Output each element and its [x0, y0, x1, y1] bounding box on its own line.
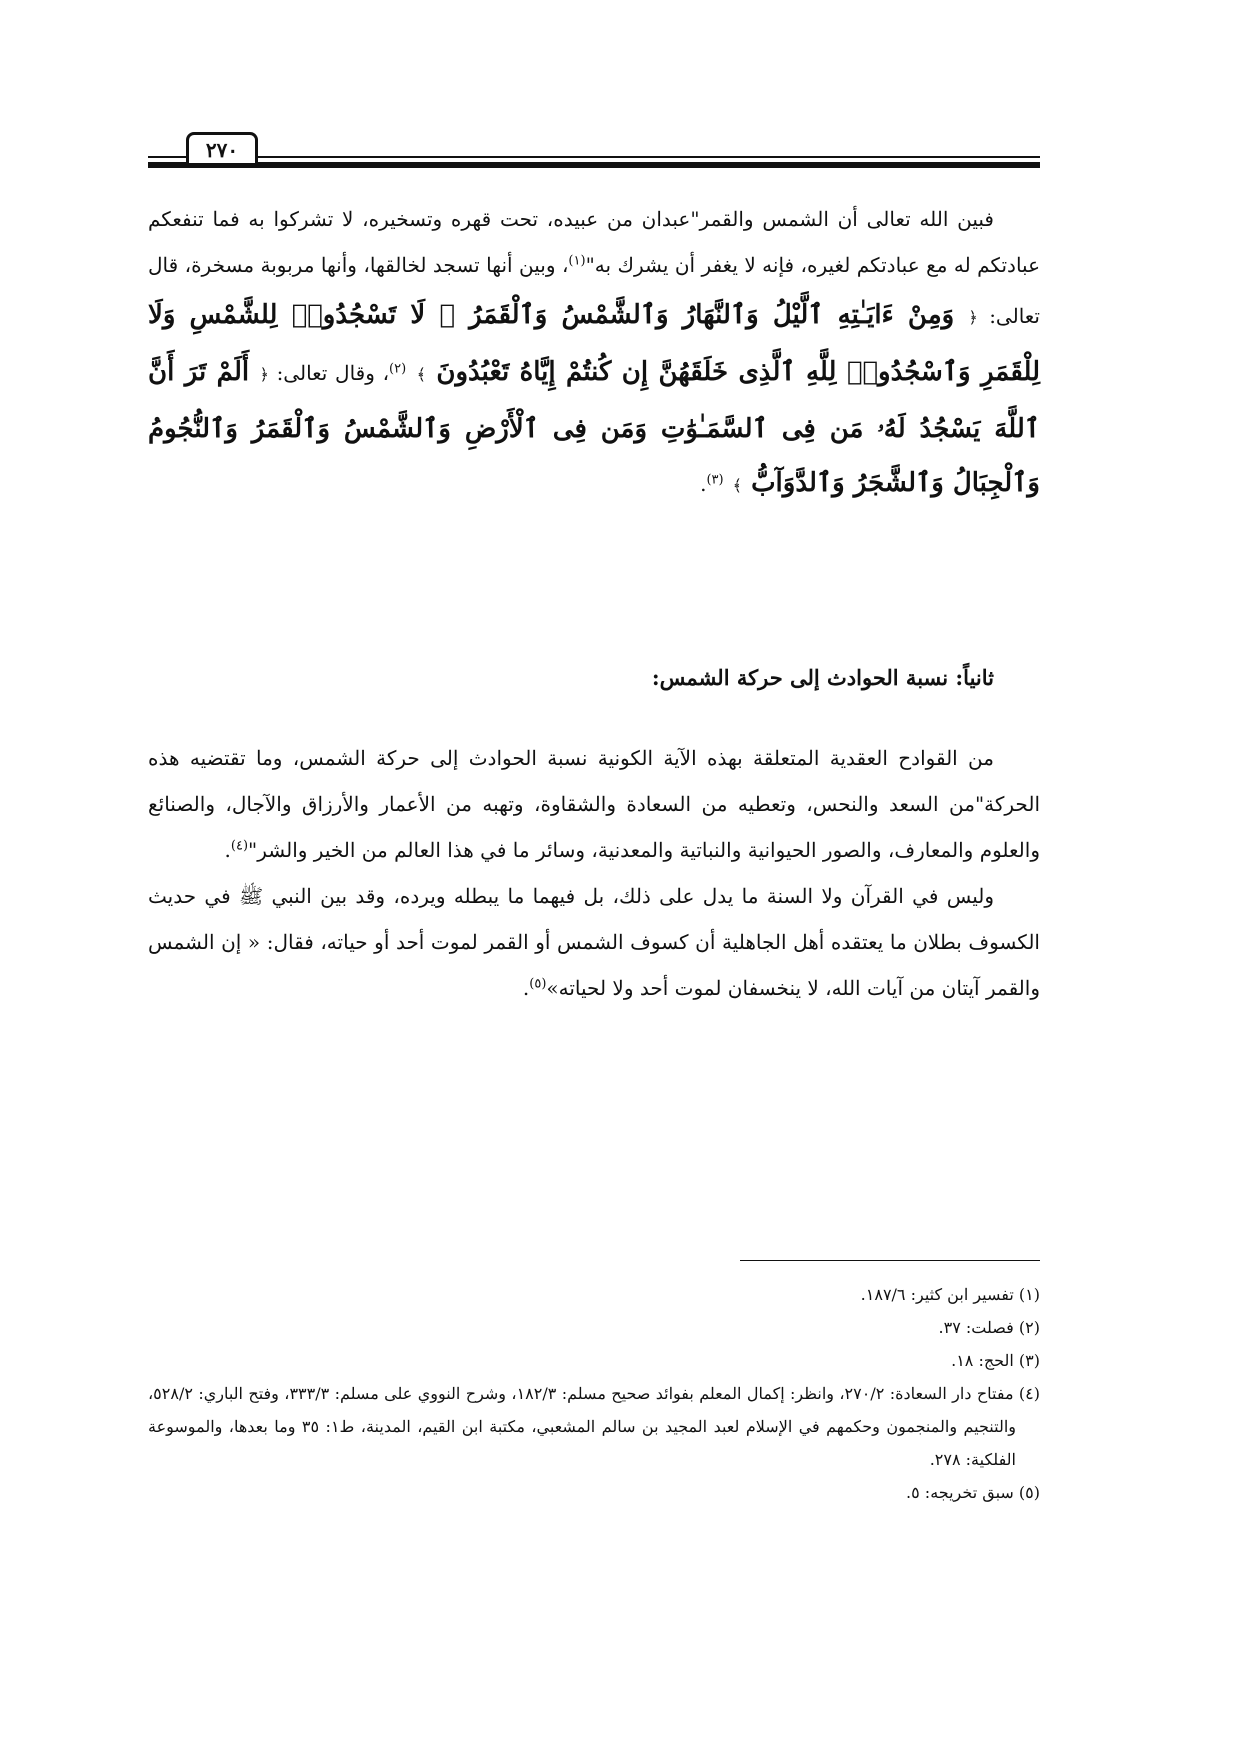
- footnote-ref-2: (٢): [389, 361, 407, 377]
- paragraph-3-text: وليس في القرآن ولا السنة ما يدل على ذلك، بل فيهما ما يبطله ويرده، وقد بين النبي ﷺ في حديث الكسوف بطلان ما يعتقده أهل الجاهلية أن كسوف الشمس أو القمر لموت أحد أو حياته، فقال: « إن الشمس والقمر آيتان من آيات الله، لا ينخسفان لموت أحد ولا لحياته»: [148, 884, 1040, 1000]
- footnote-ref-1: (١): [568, 253, 586, 269]
- paragraph-3: [148, 873, 1040, 1011]
- verse-ornament-close: ﴾: [416, 365, 426, 384]
- quran-verse-fussilat: وَمِنْ ءَايَـٰتِهِ ٱلَّيْلُ وَٱلنَّهَارُ وَٱلشَّمْسُ وَٱلْقَمَرُ ۚ لَا تَسْجُدُوا۟ لِلشَّمْسِ وَلَا لِلْقَمَرِ وَٱسْجُدُوا۟ لِلَّهِ ٱلَّذِى خَلَقَهُنَّ إِن كُنتُمْ إِيَّاهُ تَعْبُدُونَ: [148, 300, 1041, 387]
- footnote-1: (١) تفسير ابن كثير: ١٨٧/٦.: [860, 1285, 1040, 1304]
- intro-paragraph: [148, 196, 1040, 513]
- paragraph-2-end: .: [224, 838, 231, 862]
- page-number: ٢٧٠: [186, 132, 258, 163]
- footnote-4: (٤) مفتاح دار السعادة: ٢٧٠/٢، وانظر: إكمال المعلم بفوائد صحيح مسلم: ١٨٢/٣، وشرح النووي على مسلم: ٣٣٣/٣، وفتح الباري: ٥٢٨/٢، والتنجيم والمنجمون وحكمهم في الإسلام لعبد المجيد بن سالم المشعبي، مكتبة ابن القيم، المدينة، ط١: ٣٥ وما بعدها، والموسوعة الفلكية: ٢٧٨.: [148, 1384, 1040, 1469]
- paragraph-3-end: .: [522, 976, 530, 1000]
- body-paragraphs: [148, 735, 1040, 1011]
- quran-verse-hajj: أَلَمْ تَرَ أَنَّ ٱللَّهَ يَسْجُدُ لَهُۥ مَن فِى ٱلسَّمَـٰوَٰتِ وَمَن فِى ٱلْأَرْضِ وَٱلشَّمْسُ وَٱلْقَمَرُ وَٱلنُّجُومُ وَٱلْجِبَالُ وَٱلشَّجَرُ وَٱلدَّوَآبُّ: [148, 357, 1040, 498]
- intro-end: .: [700, 472, 707, 496]
- paragraph-2: [148, 735, 1040, 873]
- footnote-separator: [740, 1260, 1040, 1261]
- verse-ornament-open: ﴿: [968, 308, 978, 327]
- header-rule-thick: [148, 162, 1040, 168]
- footnote-2: (٢) فصلت: ٣٧.: [938, 1318, 1040, 1337]
- verse-ornament-close-2: ﴾: [732, 476, 743, 495]
- intro-text-2: ، وبين أنها تسجد لخالقها، وأنها مربوبة مسخرة، قال تعالى:: [148, 253, 1040, 328]
- footnote-5: (٥) سبق تخريجه: ٥.: [906, 1483, 1040, 1502]
- section-heading: ثانياً: نسبة الحوادث إلى حركة الشمس:: [651, 665, 994, 690]
- footnotes: [148, 1278, 1040, 1509]
- intro-text-1: فبين الله تعالى أن الشمس والقمر"عبدان من عبيده، تحت قهره وتسخيره، لا تشركوا به فما تنفعكم عبادتكم له مع عبادتكم لغيره، فإنه لا يغفر أن يشرك به": [148, 207, 1041, 277]
- intro-text-3: ، وقال تعالى:: [276, 361, 390, 385]
- footnote-ref-3: (٣): [706, 472, 724, 488]
- page-header: [148, 128, 1040, 168]
- footnote-ref-4: (٤): [230, 838, 249, 854]
- paragraph-2-text: من القوادح العقدية المتعلقة بهذه الآية الكونية نسبة الحوادث إلى حركة الشمس، وما تقتضيه هذه الحركة"من السعد والنحس، وتعطيه من السعادة والشقاوة، وتهبه من الأعمار والأرزاق والآجال، والصنائع والعلوم والمعارف، والصور الحيوانية والنباتية والمعدنية، وسائر ما في هذا العالم من الخير والشر": [148, 746, 1040, 862]
- footnote-ref-5: (٥): [529, 976, 547, 992]
- header-rule-thin: [148, 156, 1040, 158]
- footnote-3: (٣) الحج: ١٨.: [951, 1351, 1040, 1370]
- verse-ornament-open-2: ﴿: [259, 365, 269, 384]
